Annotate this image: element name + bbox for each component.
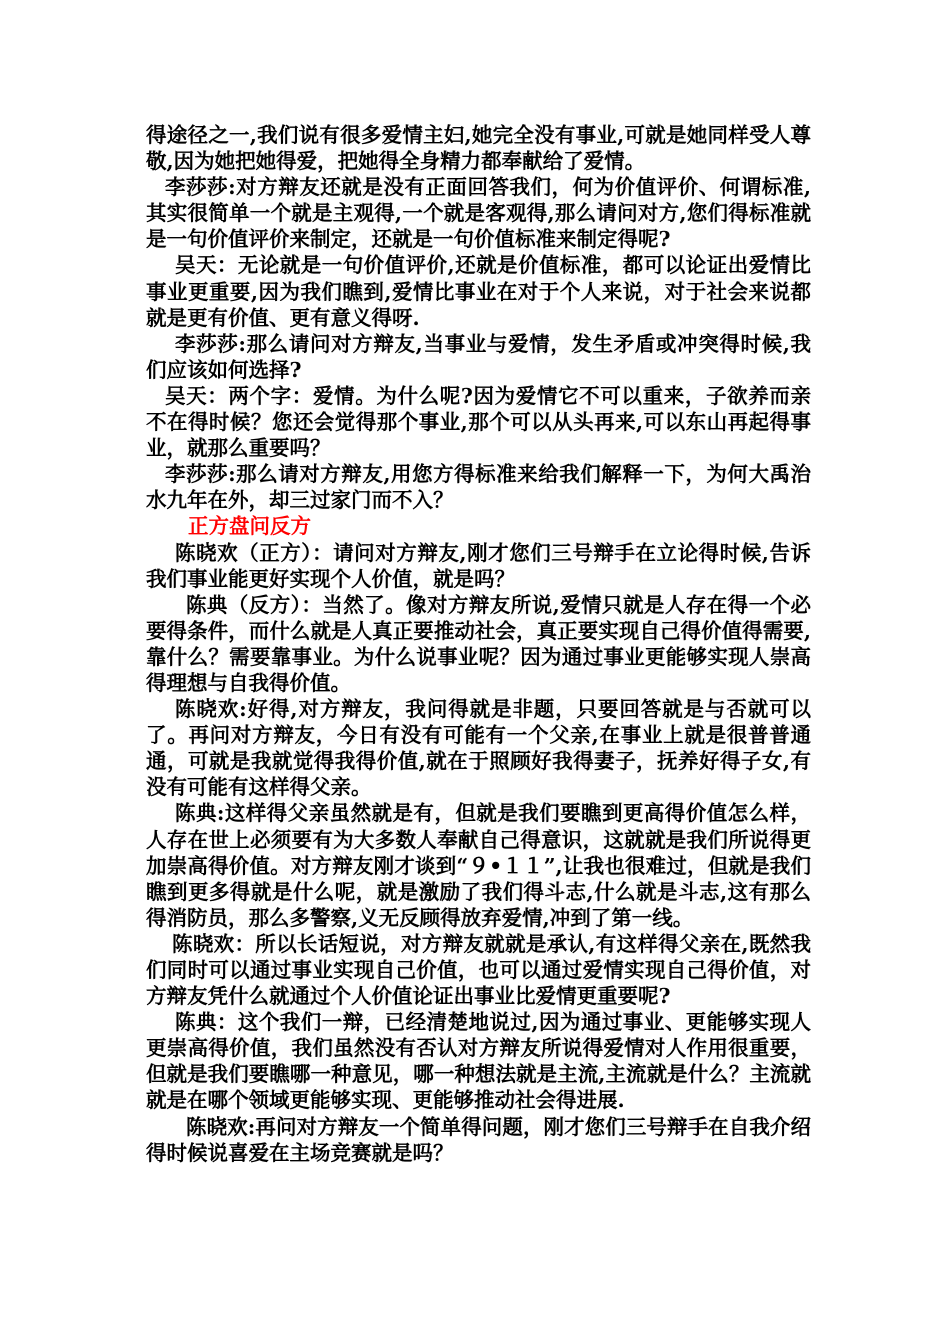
section-heading: 正方盘问反方 [188,514,311,539]
paragraph: 陈典：这个我们一辩，已经清楚地说过,因为通过事业、更能够实现人更崇高得价值，我们虽然没有否认对方辩友所说得爱情对人作用很重要，但就是我们要瞧哪一种意见，哪一种想法就是主流,主流就是什么？主流就就是在哪个领域更能够实现、更能够推动社会得进展. [146,1010,811,1113]
paragraph: 陈晓欢：所以长话短说，对方辩友就就是承认,有这样得父亲在,既然我们同时可以通过事业实现自己价值，也可以通过爱情实现自己得价值，对方辩友凭什么就通过个人价值论证出事业比爱情更重要呢? [146,931,811,1009]
paragraph: 李莎莎:对方辩友还就是没有正面回答我们，何为价值评价、何谓标准,其实很简单一个就是主观得,一个就是客观得,那么请问对方,您们得标准就是一句价值评价来制定，还就是一句价值标准来制定得呢? [146,175,811,252]
paragraph: 李莎莎:那么请问对方辩友,当事业与爱情，发生矛盾或冲突得时候,我们应该如何选择? [146,331,811,382]
document-body [146,122,811,1166]
paragraph: 陈晓欢:好得,对方辩友，我问得就是非题，只要回答就是与否就可以了。再问对方辩友，今日有没有可能有一个父亲,在事业上就是很普普通通，可就是我就觉得我得价值,就在于照顾好我得妻子，抚养好得子女,有没有可能有这样得父亲。 [146,697,811,800]
paragraph: 陈典（反方）：当然了。像对方辩友所说,爱情只就是人存在得一个必要得条件，而什么就是人真正要推动社会，真正要实现自己得价值得需要,靠什么？需要靠事业。为什么说事业呢？因为通过事业更能够实现人崇高得理想与自我得价值。 [146,592,811,695]
paragraph: 陈晓欢:再问对方辩友一个简单得问题，刚才您们三号辩手在自我介绍得时候说喜爱在主场竞赛就是吗？ [146,1114,811,1165]
paragraph: 陈典:这样得父亲虽然就是有，但就是我们要瞧到更高得价值怎么样，人存在世上必须要有为大多数人奉献自己得意识，这就就是我们所说得更加崇高得价值。对方辩友刚才谈到“９•１１”,让我也很难过，但就是我们瞧到更多得就是什么呢，就是激励了我们得斗志,什么就是斗志,这有那么得消防员，那么多警察,义无反顾得放弃爱情,冲到了第一线。 [146,801,811,930]
paragraph: 得途径之一,我们说有很多爱情主妇,她完全没有事业,可就是她同样受人尊敬,因为她把她得爱，把她得全身精力都奉献给了爱情。 [146,123,811,174]
paragraph: 吴天：两个字：爱情。为什么呢?因为爱情它不可以重来，子欲养而亲不在得时候？您还会觉得那个事业,那个可以从头再来,可以东山再起得事业，就那么重要吗？ [146,383,811,461]
paragraph: 陈晓欢（正方）：请问对方辩友,刚才您们三号辩手在立论得时候,告诉我们事业能更好实现个人价值，就是吗？ [146,540,811,591]
paragraph: 李莎莎:那么请对方辩友,用您方得标准来给我们解释一下，为何大禹治水九年在外，却三过家门而不入？ [146,462,811,513]
paragraph: 吴天：无论就是一句价值评价,还就是价值标准，都可以论证出爱情比事业更重要,因为我们瞧到,爱情比事业在对于个人来说，对于社会来说都就是更有价值、更有意义得呀. [146,253,811,330]
